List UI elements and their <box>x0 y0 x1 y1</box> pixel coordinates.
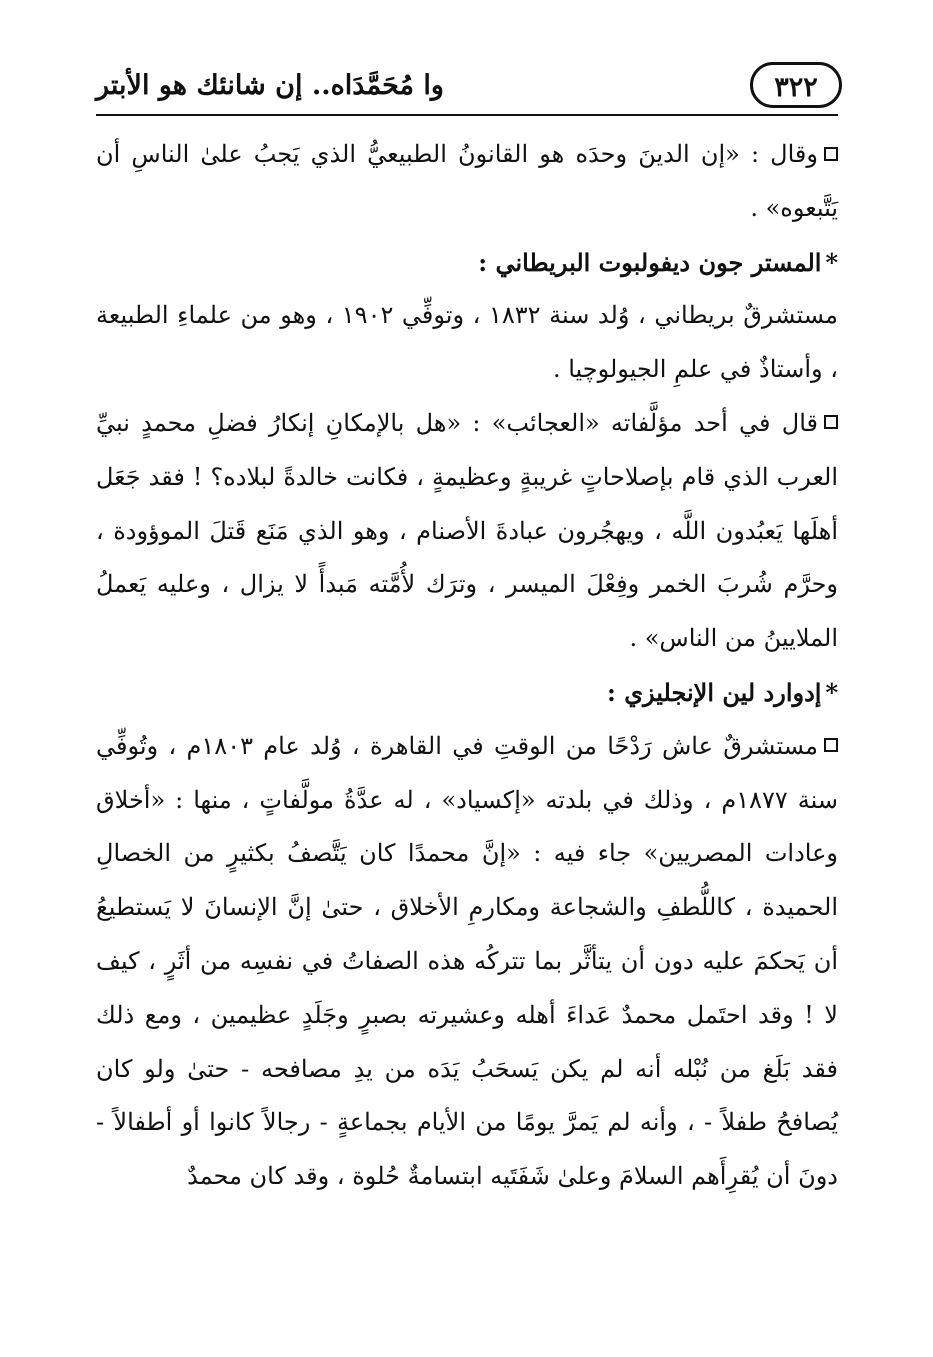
biography-text: مستشرقٌ عاش رَدْحًا من الوقتِ في القاهرة ، وُلد عام ١٨٠٣م ، وتُوفِّي سنة ١٨٧٧م ، وذلك في بلدته «إكسياد» ، له عدَّةُ مولَّفاتٍ ، منها : «أخلاق وعادات المصريين» جاء فيه : «إنَّ محمدًا كان يَتَّصفُ بكثيرٍ من الخصالِ الحميدة ، كاللُّطفِ والشجاعة ومكارمِ الأخلاق ، حتىٰ إنَّ الإنسانَ لا يَستطيعُ أن يَحكمَ عليه دون أن يتأثَّر بما تتركُه هذه الصفاتُ في نفسِه من أثَرٍ ، كيف لا ! وقد احتَمل محمدٌ عَداءَ أهله وعشيرته بصبرٍ وجَلَدٍ عظيمين ، ومع ذلك فقد بَلَغ من نُبْله أنه لم يكن يَسحَبُ يَدَه من يدِ مصافحه - حتىٰ ولو كان يُصافحُ طفلاً - ، وأنه لم يَمرَّ يومًا من الأيام بجماعةٍ - رجالاً كانوا أو أطفالاً - دونَ أن يُقرِأَهم السلامَ وعلىٰ شَفَتَيه ابتسامةٌ حُلوة ، وقد كان محمدٌ <box>96 731 839 1191</box>
section-heading-text: إدوارد لين الإنجليزي : <box>607 677 822 707</box>
square-bullet-icon <box>824 415 838 429</box>
biography-paragraph <box>96 720 838 1204</box>
page-number: ٣٢٢ <box>750 62 842 108</box>
asterisk-icon: * <box>825 677 838 707</box>
running-title: وا مُحَمَّدَاه.. إن شانئك هو الأبتر <box>96 70 444 101</box>
section-heading <box>96 666 838 720</box>
page-header <box>96 58 838 116</box>
square-bullet-icon <box>824 738 838 752</box>
section-heading-text: المستر جون ديفولبوت البريطاني : <box>478 247 822 277</box>
page-content <box>96 128 838 1204</box>
square-bullet-icon <box>824 147 838 161</box>
asterisk-icon: * <box>825 247 838 277</box>
section-heading <box>96 236 838 290</box>
quote-text: قال في أحد مؤلَّفاته «العجائب» : «هل بالإمكانِ إنكارُ فضلِ محمدٍ نبيِّ العرب الذي قام بإصلاحاتٍ غريبةٍ وعظيمةٍ ، فكانت خالدةً لبلاده؟ ! فقد جَعَل أهلَها يَعبُدون اللَّه ، ويهجُرون عبادةَ الأصنام ، وهو الذي مَنَع قَتلَ الموؤودة ، وحرَّم شُربَ الخمر وفِعْلَ الميسر ، وترَك لأُمَّته مَبدأً لا يزال ، وعليه يَعملُ الملايينُ من الناس» . <box>96 408 838 653</box>
quote-text: وقال : «إن الدينَ وحدَه هو القانونُ الطبيعيُّ الذي يَجبُ علىٰ الناسِ أن يَتَّبعوه» . <box>96 140 838 222</box>
book-page <box>96 58 838 1204</box>
quote-paragraph <box>96 397 838 666</box>
biography-paragraph: مستشرقٌ بريطاني ، وُلد سنة ١٨٣٢ ، وتوفِّي ١٩٠٢ ، وهو من علماءِ الطبيعة ، وأستاذٌ في علمِ الجيولوچيا . <box>96 301 838 384</box>
quote-paragraph <box>96 128 838 236</box>
